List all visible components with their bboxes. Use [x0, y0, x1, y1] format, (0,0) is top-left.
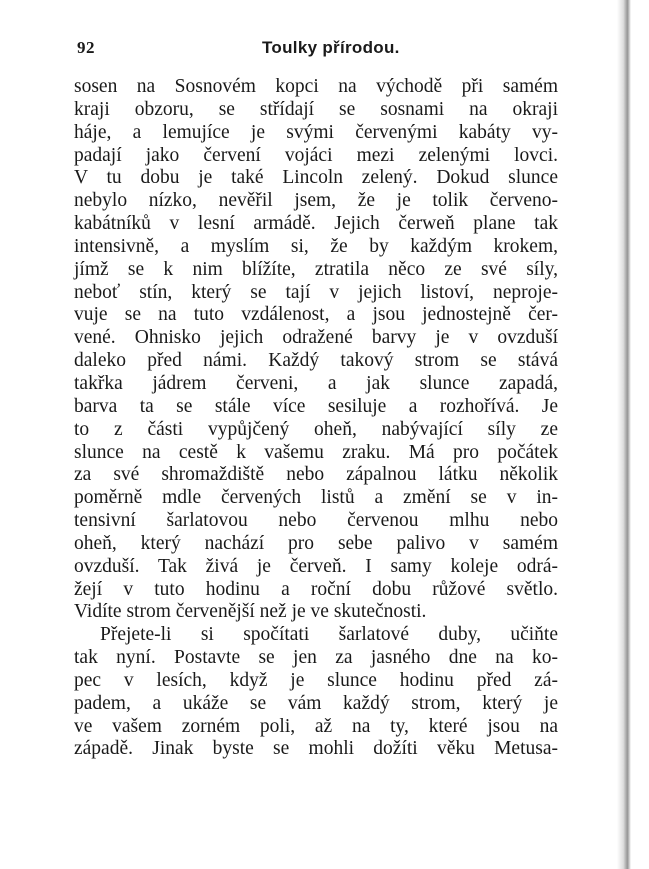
text-line: kabátníků v lesní armádě. Jejich čerweň plane tak: [74, 213, 558, 235]
page-header: [77, 38, 557, 64]
running-title: Toulky přírodou.: [262, 38, 400, 57]
text-line: ovzduší. Tak živá je červeň. I samy koleje odrá-: [74, 555, 558, 577]
text-line: za své shromaždiště nebo zápalnou látku několik: [74, 464, 558, 486]
text-line: ve vašem zorném poli, až na ty, které jsou na: [74, 715, 558, 737]
text-line: sosen na Sosnovém kopci na východě při samém: [74, 76, 558, 97]
text-line: oheň, který nachází pro sebe palivo v samém: [74, 532, 558, 554]
text-line: padají jako červení vojáci mezi zelenými lovci.: [74, 144, 558, 166]
text-line: háje, a lemujíce je svými červenými kabáty vy-: [74, 121, 558, 143]
text-line: nebylo nízko, nevěřil jsem, že je tolik červeno-: [74, 190, 558, 212]
text-line: pec v lesích, když je slunce hodinu před zá-: [74, 669, 558, 691]
text-line: takřka jádrem červeni, a jak slunce zapadá,: [74, 372, 558, 394]
text-line: jímž se k nim blížíte, ztratila něco ze své síly,: [74, 258, 558, 280]
book-binding-shadow: [617, 0, 631, 869]
text-line: neboť stín, který se tají v jejich listoví, neproje-: [74, 281, 558, 303]
text-line: daleko před námi. Každý takový strom se stává: [74, 350, 558, 372]
text-line: vuje se na tuto vzdálenost, a jsou jednostejně čer-: [74, 304, 558, 326]
text-line: barva ta se stále více sesiluje a rozhořívá. Je: [74, 395, 558, 417]
text-line: tak nyní. Postavte se jen za jasného dne na ko-: [74, 647, 558, 669]
text-line: vené. Ohnisko jejich odražené barvy je v ovzduší: [74, 327, 558, 349]
text-line: tensivní šarlatovou nebo červenou mlhu nebo: [74, 510, 558, 532]
text-line: V tu dobu je také Lincoln zelený. Dokud slunce: [74, 167, 558, 189]
body-text: [74, 76, 558, 761]
text-line: žejí v tuto hodinu a roční dobu růžové světlo.: [74, 578, 558, 600]
text-line: intensivně, a myslím si, že by každým krokem,: [74, 235, 558, 257]
text-line: to z části vypůjčený oheň, nabývající síly ze: [74, 418, 558, 440]
text-line: Vidíte strom červenější než je ve skutečnosti.: [74, 601, 427, 623]
page-number: 92: [77, 38, 95, 57]
text-line: kraji obzoru, se střídají se sosnami na okraji: [74, 98, 558, 120]
text-line: poměrně mdle červených listů a změní se v in-: [74, 487, 558, 509]
text-line: slunce na cestě k vašemu zraku. Má pro počátek: [74, 441, 558, 463]
text-line: Přejete-li si spočítati šarlatové duby, učiňte: [100, 624, 558, 646]
text-line: západě. Jinak byste se mohli dožíti věku Metusa-: [74, 738, 558, 760]
text-line: padem, a ukáže se vám každý strom, který je: [74, 692, 558, 714]
